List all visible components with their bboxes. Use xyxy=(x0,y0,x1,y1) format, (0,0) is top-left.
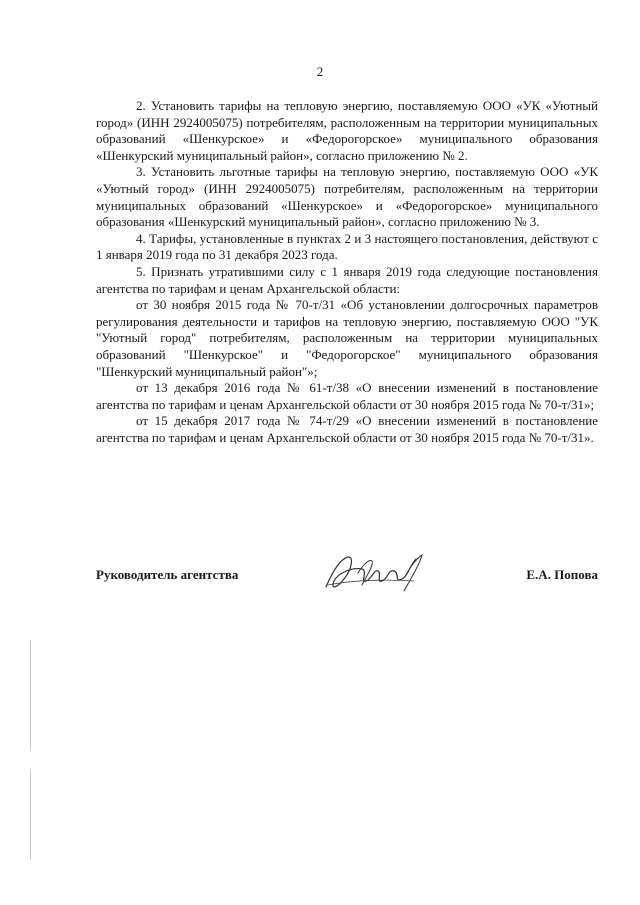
scan-margin-mark xyxy=(30,770,31,860)
handwritten-signature-icon xyxy=(318,551,428,595)
signer-title: Руководитель агентства xyxy=(96,567,239,582)
repealed-resolution-1: от 30 ноября 2015 года № 70-т/31 «Об установлении долгосрочных параметров регулирования деятельности и тарифов на тепловую энергию, поставляемую ООО "УК "Уютный город" потребителям, расположенным на территории муниципальных образований "Шенкурское" и "Федорогорское" муниципального образования "Шенкурский муниципальный район"»; xyxy=(96,297,598,379)
page-number: 2 xyxy=(316,64,324,79)
document-body xyxy=(96,98,598,446)
paragraph-item-3: 3. Установить льготные тарифы на тепловую энергию, поставляемую ООО «УК «Уютный город» (ИНН 2924005075) потребителям, расположенным на территории муниципальных образований «Шенкурское» и «Федорогорское» муниципального образования «Шенкурский муниципальный район», согласно приложению № 3. xyxy=(96,164,598,230)
paragraph-item-5: 5. Признать утратившими силу с 1 января 2019 года следующие постановления агентства по тарифам и ценам Архангельской области: xyxy=(96,263,598,296)
repealed-resolution-3: от 15 декабря 2017 года № 74-т/29 «О внесении изменений в постановление агентства по тарифам и ценам Архангельской области от 30 ноября 2015 года № 70-т/31». xyxy=(96,413,598,445)
scan-margin-mark xyxy=(30,640,31,750)
signer-name: Е.А. Попова xyxy=(526,567,598,582)
paragraph-item-4: 4. Тарифы, установленные в пунктах 2 и 3 настоящего постановления, действуют с 1 января 2019 года по 31 декабря 2023 года. xyxy=(96,230,598,263)
paragraph-item-2: 2. Установить тарифы на тепловую энергию, поставляемую ООО «УК «Уютный город» (ИНН 2924005075) потребителям, расположенным на территории муниципальных образований «Шенкурское» и «Федорогорское» муниципального образования «Шенкурский муниципальный район», согласно приложению № 2. xyxy=(96,98,598,163)
signature-block xyxy=(96,567,598,597)
repealed-resolution-2: от 13 декабря 2016 года № 61-т/38 «О внесении изменений в постановление агентства по тарифам и ценам Архангельской области от 30 ноября 2015 года № 70-т/31»; xyxy=(96,380,598,412)
